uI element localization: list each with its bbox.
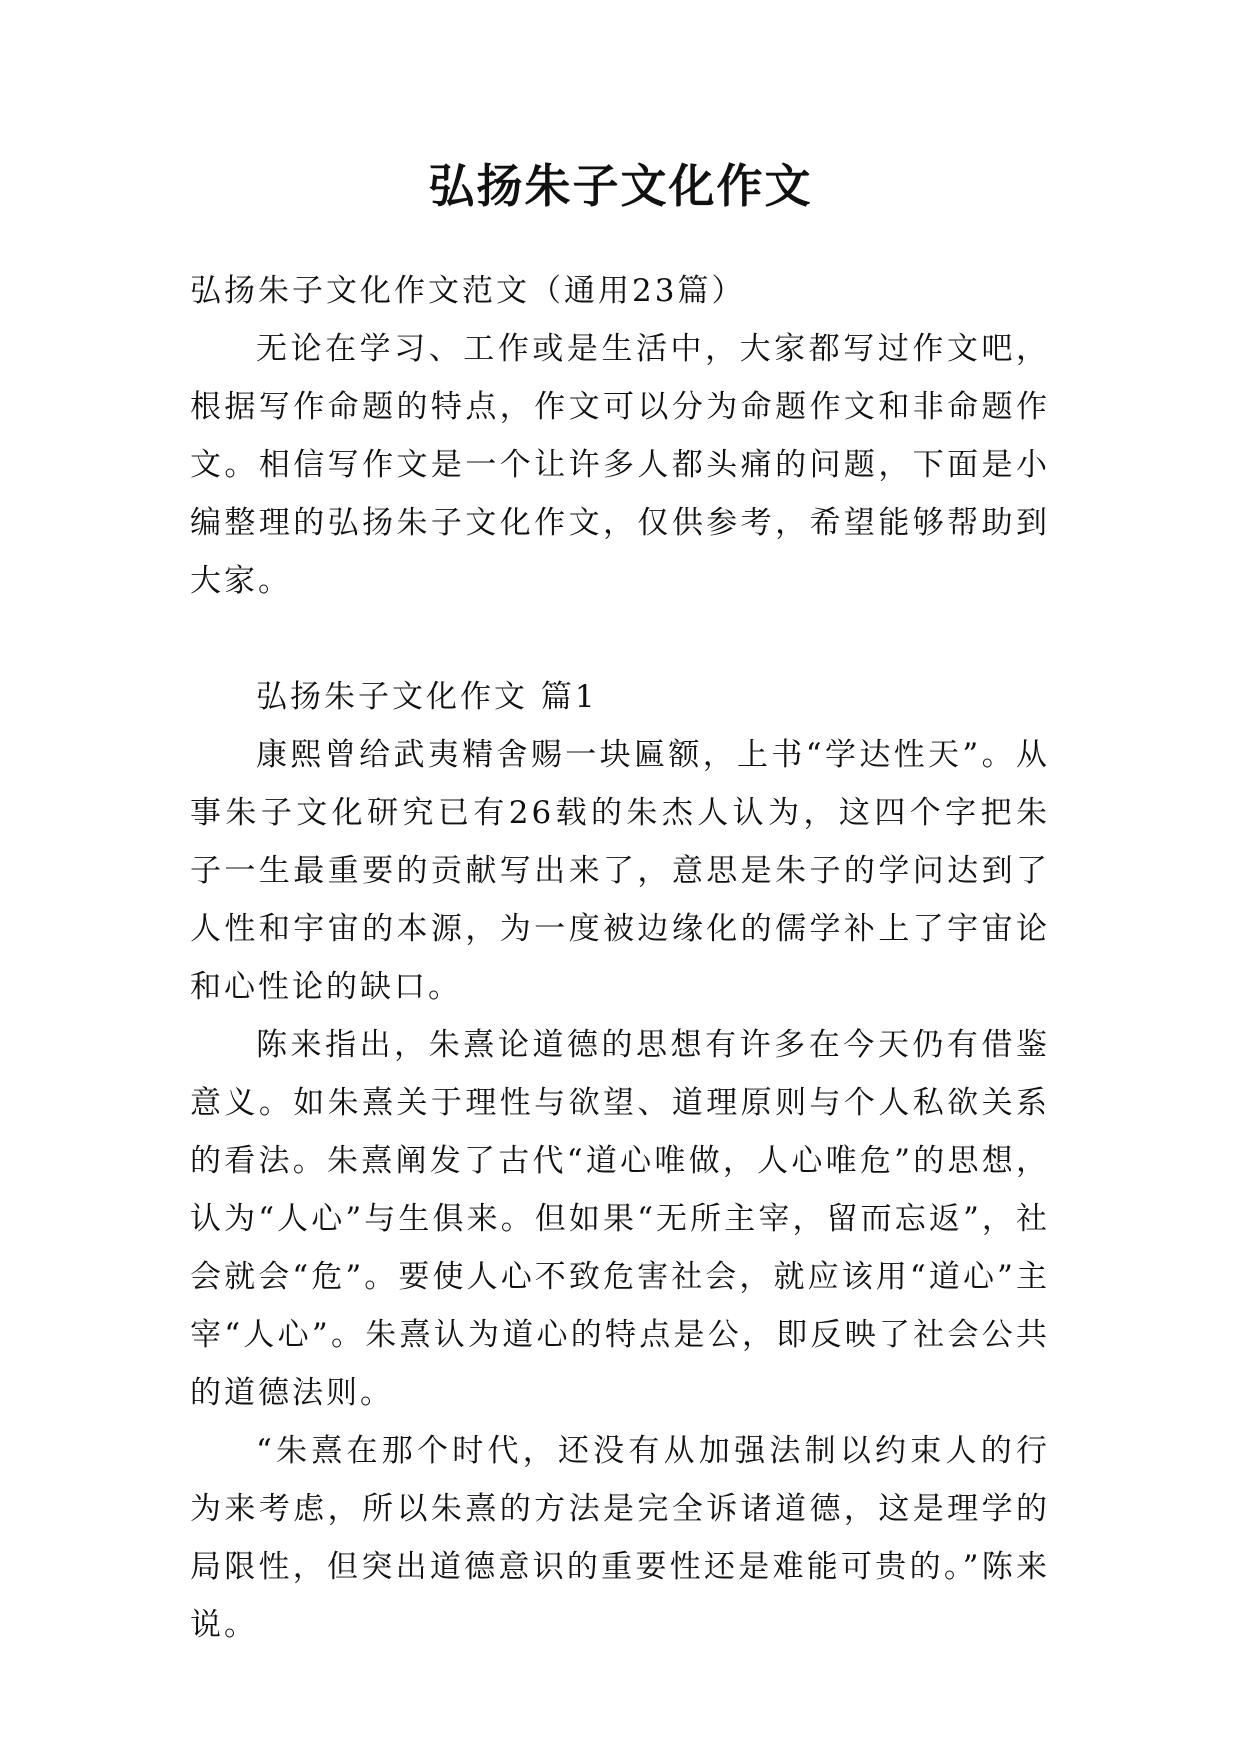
body-paragraph-3: “朱熹在那个时代，还没有从加强法制以约束人的行为来考虑，所以朱熹的方法是完全诉诸道德，这是理学的局限性，但突出道德意识的重要性还是难能可贵的。”陈来说。 [190,1433,1050,1643]
section-spacer [190,610,1050,668]
document-body [190,262,1050,1654]
document-subtitle: 弘扬朱子文化作文范文（通用23篇） [190,273,746,309]
body-paragraph-1: 康熙曾给武夷精舍赐一块匾额，上书“学达性天”。从事朱子文化研究已有26载的朱杰人认为，这四个字把朱子一生最重要的贡献写出来了，意思是朱子的学问达到了人性和宇宙的本源，为一度被边缘化的儒学补上了宇宙论和心性论的缺口。 [190,737,1050,1005]
document-title: 弘扬朱子文化作文 [428,159,813,213]
body-paragraph-2: 陈来指出，朱熹论道德的思想有许多在今天仍有借鉴意义。如朱熹关于理性与欲望、道理原则与个人私欲关系的看法。朱熹阐发了古代“道心唯做，人心唯危”的思想，认为“人心”与生俱来。但如果“无所主宰，留而忘返”，社会就会“危”。要使人心不致危害社会，就应该用“道心”主宰“人心”。朱熹认为道心的特点是公，即反映了社会公共的道德法则。 [190,1027,1050,1411]
section-heading: 弘扬朱子文化作文 篇1 [256,679,598,715]
intro-paragraph: 无论在学习、工作或是生活中，大家都写过作文吧，根据写作命题的特点，作文可以分为命题作文和非命题作文。相信写作文是一个让许多人都头痛的问题，下面是小编整理的弘扬朱子文化作文，仅供参考，希望能够帮助到大家。 [190,331,1050,599]
